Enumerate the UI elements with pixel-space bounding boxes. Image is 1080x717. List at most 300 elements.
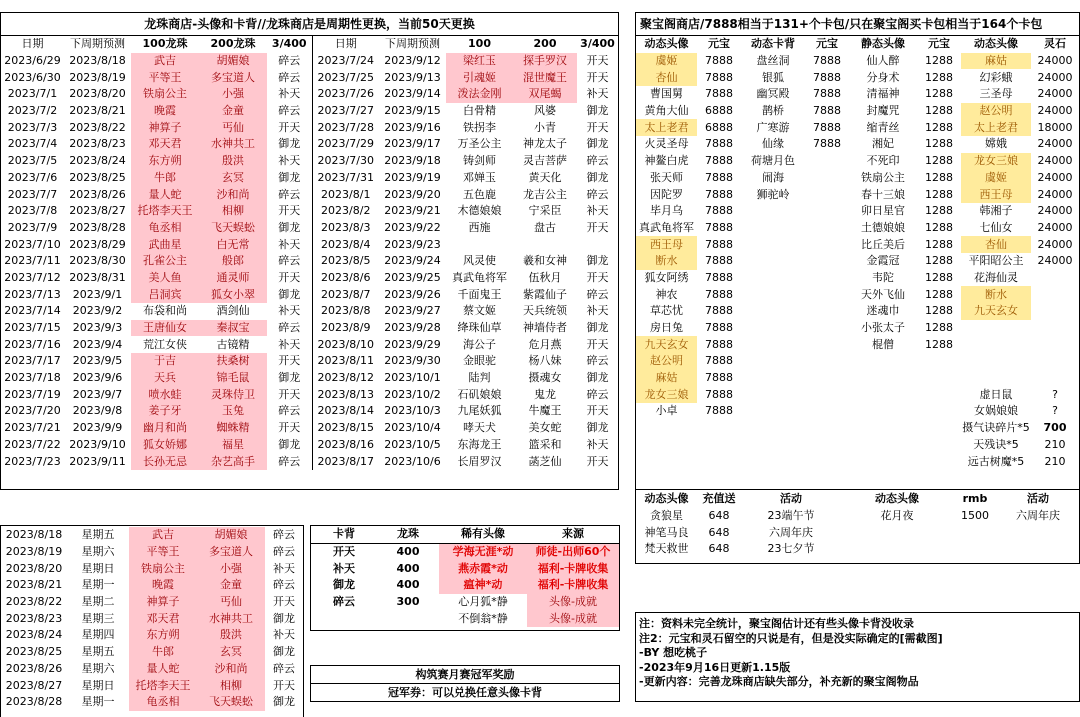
next-cell: 星期五 xyxy=(81,528,115,542)
lz-cell: 蜘蛛精 xyxy=(199,420,267,437)
cardback-cell xyxy=(377,610,439,627)
treasure-cell xyxy=(917,386,961,403)
treasure-cell: 1288 xyxy=(925,104,953,118)
treasure-cell: 7888 xyxy=(705,404,733,418)
treasure-cell: 1288 xyxy=(925,70,953,84)
treasure-cell: 韦陀 xyxy=(872,270,894,284)
lz-cell: 御龙 xyxy=(586,104,609,118)
cardback-row xyxy=(311,610,619,627)
lz-cell: 2023/8/11 xyxy=(312,353,379,370)
lz-cell: 神墙侍者 xyxy=(523,321,567,335)
treasure-cell xyxy=(697,453,741,470)
treasure-row xyxy=(636,370,1079,387)
cardback-cell: 头像-成就 xyxy=(527,610,619,627)
lz-cell: 2023/7/26 xyxy=(312,86,379,103)
treasure-cell xyxy=(741,253,805,270)
note-line: -2023年9月16日更新1.15版 xyxy=(639,660,791,674)
lz-cell: 2023/8/23 xyxy=(69,137,126,151)
recharge-row xyxy=(636,541,1079,558)
next-cell: 平等王 xyxy=(129,544,197,561)
lz-header: 100 xyxy=(468,37,491,51)
treasure-cell xyxy=(636,453,697,470)
lz-cell: 海公子 xyxy=(463,337,496,351)
next-cell: 御龙 xyxy=(273,645,295,659)
lz-cell: 扶桑树 xyxy=(199,353,267,370)
lz-cell: 玄冥 xyxy=(199,170,267,187)
treasure-cell: 花海仙灵 xyxy=(974,270,1018,284)
lz-cell: 2023/7/19 xyxy=(4,387,61,401)
lz-cell: 碎云 xyxy=(586,154,609,168)
treasure-cell: 龙女三娘 xyxy=(636,386,697,403)
treasure-cell: 7888 xyxy=(705,54,733,68)
treasure-header: 动态头像 xyxy=(644,37,689,51)
lz-cell: 胡媚娘 xyxy=(199,53,267,70)
lz-header: 下周期预测 xyxy=(385,37,440,51)
treasure-row xyxy=(636,203,1079,220)
award-title: 构筑赛月赛冠军奖励 xyxy=(311,666,619,684)
lz-cell: 灵珠侍卫 xyxy=(199,386,267,403)
treasure-cell: 因陀罗 xyxy=(650,187,683,201)
lz-cell: 天兵 xyxy=(131,370,199,387)
lz-cell: 御龙 xyxy=(586,137,609,151)
treasure-cell xyxy=(741,270,805,287)
lz-cell: 姜子牙 xyxy=(131,403,199,420)
recharge-panel xyxy=(635,490,1080,564)
treasure-cell xyxy=(805,203,849,220)
cardback-row xyxy=(311,577,619,594)
lz-header: 下周期预测 xyxy=(70,37,125,51)
lz-cell: 2023/8/6 xyxy=(312,270,379,287)
treasure-cell xyxy=(805,420,849,437)
lz-cell: 紫霞仙子 xyxy=(523,287,567,301)
treasure-header: 静态头像 xyxy=(861,37,905,51)
treasure-cell: 1288 xyxy=(925,337,953,351)
cardback-cell: 400 xyxy=(396,561,420,575)
treasure-cell: 西王母 xyxy=(961,186,1031,203)
treasure-cell: 小卓 xyxy=(655,404,678,418)
treasure-cell: 7888 xyxy=(705,204,733,218)
treasure-cell: 盘丝洞 xyxy=(756,54,790,68)
next-cell: 2023/8/22 xyxy=(5,595,63,609)
treasure-cell: 三圣母 xyxy=(979,87,1013,101)
treasure-cell xyxy=(961,336,1031,353)
note-line: -更新内容：完善龙珠商店缺失部分，补充新的聚宝阁物品 xyxy=(639,675,919,688)
recharge-cell xyxy=(953,524,997,541)
lz-cell: 宁采臣 xyxy=(528,204,562,218)
treasure-cell xyxy=(741,236,805,253)
lz-cell: 2023/7/12 xyxy=(4,270,61,284)
treasure-cell: 24000 xyxy=(1037,254,1073,268)
treasure-cell xyxy=(1031,286,1079,303)
treasure-cell xyxy=(849,403,917,420)
lz-cell: 碎云 xyxy=(278,70,301,84)
treasure-cell: 24000 xyxy=(1037,137,1073,151)
next-cell: 量人蛇 xyxy=(129,661,197,678)
treasure-cell: 平阳昭公主 xyxy=(968,254,1024,268)
lz-cell: 小强 xyxy=(199,86,267,103)
lz-cell: 碎云 xyxy=(278,454,301,468)
lz-cell: 开天 xyxy=(586,70,609,84)
lz-cell: 通灵师 xyxy=(199,270,267,287)
lz-cell: 2023/7/14 xyxy=(4,304,61,318)
lz-cell: 玉兔 xyxy=(199,403,267,420)
treasure-row xyxy=(636,119,1079,136)
lz-cell: 杂艺高手 xyxy=(199,453,267,470)
treasure-cell: 七仙女 xyxy=(979,220,1013,234)
lz-row xyxy=(1,253,618,270)
lz-row xyxy=(1,437,618,454)
note-line: 注：资料未完全统计，聚宝阁估计还有些头像卡背没收录 xyxy=(639,617,914,630)
lz-cell: 牛郎 xyxy=(131,170,199,187)
lz-cell: 金眼驼 xyxy=(463,354,496,368)
treasure-cell: ? xyxy=(1052,404,1058,418)
treasure-header: 元宝 xyxy=(708,37,730,51)
lz-cell: 补天 xyxy=(278,154,301,168)
cardback-cell: 心月狐*静 xyxy=(458,595,508,609)
treasure-row xyxy=(636,270,1079,287)
lz-cell: 2023/9/22 xyxy=(384,220,441,234)
treasure-cell: 1288 xyxy=(925,321,953,335)
recharge-cell: 648 xyxy=(708,525,730,539)
lz-cell: 碎云 xyxy=(278,104,301,118)
lz-cell: 补天 xyxy=(586,204,609,218)
lz-row xyxy=(1,236,618,253)
treasure-cell: 幽冥殿 xyxy=(756,87,790,101)
lz-cell: 2023/7/29 xyxy=(312,136,379,153)
treasure-cell xyxy=(805,186,849,203)
treasure-row xyxy=(636,336,1079,353)
lz-cell: 2023/8/20 xyxy=(69,87,126,101)
cardback-cell: 碎云 xyxy=(333,595,355,609)
lz-cell: 2023/9/11 xyxy=(69,454,126,468)
treasure-cell: 1288 xyxy=(925,204,953,218)
treasure-cell: 湘妃 xyxy=(872,137,894,151)
treasure-cell xyxy=(805,386,849,403)
lz-cell: 九尾妖狐 xyxy=(457,404,502,418)
next-cell: 相柳 xyxy=(197,677,265,694)
lz-cell: 菡芝仙 xyxy=(528,454,562,468)
next-cell: 星期五 xyxy=(81,645,115,659)
lz-cell: 2023/9/23 xyxy=(384,237,441,251)
lz-cell: 王唐仙女 xyxy=(131,320,199,337)
treasure-cell: 曹国舅 xyxy=(650,87,683,101)
lz-cell: 绛珠仙草 xyxy=(457,321,502,335)
treasure-cell xyxy=(917,420,961,437)
lz-cell: 2023/7/28 xyxy=(312,119,379,136)
lz-cell: 2023/9/3 xyxy=(72,321,123,335)
lz-cell: 2023/8/28 xyxy=(69,220,126,234)
treasure-row xyxy=(636,353,1079,370)
lz-cell: 武曲星 xyxy=(131,236,199,253)
lz-cell: 2023/7/30 xyxy=(312,153,379,170)
treasure-cell: 1288 xyxy=(925,287,953,301)
treasure-cell: 赵公明 xyxy=(961,103,1031,120)
treasure-cell: 迷魂巾 xyxy=(866,304,900,318)
treasure-cell: 清福神 xyxy=(866,87,900,101)
treasure-cell: 缩青丝 xyxy=(866,120,900,134)
treasure-cell xyxy=(741,203,805,220)
next-cell: 2023/8/25 xyxy=(5,645,63,659)
treasure-cell: 九天玄女 xyxy=(961,303,1031,320)
treasure-cell xyxy=(697,437,741,454)
treasure-cell: 幻彩蛾 xyxy=(979,70,1013,84)
cardback-header: 卡背 xyxy=(333,527,355,541)
lz-cell: 黄天化 xyxy=(528,170,562,184)
treasure-cell: 24000 xyxy=(1037,220,1073,234)
treasure-cell: 7888 xyxy=(705,371,733,385)
lz-cell: 2023/7/11 xyxy=(4,254,61,268)
treasure-cell xyxy=(917,453,961,470)
lz-cell: 御龙 xyxy=(586,421,609,435)
treasure-cell: 断水 xyxy=(961,286,1031,303)
lz-cell: 2023/9/8 xyxy=(72,404,123,418)
lz-cell: 开天 xyxy=(278,270,301,284)
lz-cell: 补天 xyxy=(278,87,301,101)
treasure-header: 元宝 xyxy=(928,37,950,51)
lz-header: 100龙珠 xyxy=(142,37,188,51)
lz-cell: 梁红玉 xyxy=(446,53,513,70)
note-line: -BY 想吃桃子 xyxy=(639,646,708,659)
lz-row xyxy=(1,86,618,103)
treasure-cell xyxy=(805,170,849,187)
lz-cell xyxy=(446,236,513,253)
treasure-cell xyxy=(741,437,805,454)
lz-cell: 荒江女侠 xyxy=(143,337,187,351)
lz-cell: 2023/8/25 xyxy=(69,170,126,184)
lz-cell: 开天 xyxy=(278,387,301,401)
lz-header: 日期 xyxy=(312,36,379,53)
treasure-cell: 毕月乌 xyxy=(650,204,683,218)
cardback-cell xyxy=(311,610,377,627)
recharge-cell: 648 xyxy=(708,542,730,556)
treasure-cell: 麻姑 xyxy=(636,370,697,387)
next-row xyxy=(1,644,303,661)
treasure-cell: 1288 xyxy=(925,304,953,318)
cardback-cell: 不倒翁*静 xyxy=(458,611,508,625)
lz-cell: 2023/7/17 xyxy=(4,354,61,368)
treasure-cell: 鹊桥 xyxy=(762,104,784,118)
recharge-table xyxy=(636,491,1079,558)
lz-cell: 御龙 xyxy=(278,287,301,301)
recharge-cell: 23端午节 xyxy=(767,509,815,523)
dragon-pearl-table xyxy=(1,36,618,470)
treasure-cell: 小张太子 xyxy=(861,321,905,335)
cardback-table xyxy=(311,526,619,627)
treasure-cell xyxy=(805,353,849,370)
cardback-header: 龙珠 xyxy=(397,527,419,541)
next-cycle-list xyxy=(0,525,304,717)
lz-cell: 西施 xyxy=(468,220,491,234)
lz-cell: 美女蛇 xyxy=(528,421,562,435)
treasure-cell: 7888 xyxy=(705,237,733,251)
next-cell: 星期日 xyxy=(81,561,115,575)
lz-row xyxy=(1,69,618,86)
treasure-cell: 18000 xyxy=(1037,120,1073,134)
treasure-cell: 1288 xyxy=(925,187,953,201)
lz-cell: 2023/9/7 xyxy=(72,387,123,401)
treasure-cell: 24000 xyxy=(1037,54,1073,68)
treasure-shop xyxy=(635,12,1080,490)
next-cell: 武吉 xyxy=(129,527,197,544)
treasure-cell xyxy=(805,286,849,303)
treasure-cell xyxy=(741,403,805,420)
lz-cell: 御龙 xyxy=(278,371,301,385)
next-cell: 东方朔 xyxy=(129,627,197,644)
lz-cell: 补天 xyxy=(278,304,301,318)
treasure-cell: 韩湘子 xyxy=(979,204,1013,218)
next-cell: 星期日 xyxy=(81,678,115,692)
lz-cell: 碎云 xyxy=(278,54,301,68)
treasure-cell xyxy=(849,353,917,370)
lz-cell: 吕洞宾 xyxy=(131,286,199,303)
lz-cell: 2023/9/13 xyxy=(384,70,441,84)
cardback-cell: 300 xyxy=(396,595,420,609)
next-cell: 神算子 xyxy=(129,594,197,611)
lz-cell: 白无常 xyxy=(199,236,267,253)
cardback-panel xyxy=(310,525,620,631)
treasure-cell xyxy=(849,420,917,437)
notes-panel xyxy=(635,612,1080,702)
treasure-cell: 比丘美后 xyxy=(861,237,905,251)
recharge-cell: 六周年庆 xyxy=(769,525,813,539)
treasure-row xyxy=(636,153,1079,170)
lz-row xyxy=(1,386,618,403)
treasure-row xyxy=(636,220,1079,237)
lz-cell: 2023/9/18 xyxy=(384,154,441,168)
cardback-cell: 补天 xyxy=(333,561,355,575)
next-cell: 金童 xyxy=(197,577,265,594)
treasure-row xyxy=(636,86,1079,103)
lz-row xyxy=(1,286,618,303)
lz-cell: 2023/9/26 xyxy=(384,287,441,301)
treasure-cell: 1288 xyxy=(925,120,953,134)
treasure-row xyxy=(636,437,1079,454)
lz-cell: 狐女娇娜 xyxy=(131,437,199,454)
next-cell: 开天 xyxy=(273,595,295,609)
lz-cell: 晚霞 xyxy=(131,103,199,120)
treasure-cell: 西王母 xyxy=(636,236,697,253)
lz-cell: 般郎 xyxy=(199,253,267,270)
treasure-cell: 麻姑 xyxy=(961,53,1031,70)
lz-cell: 2023/8/3 xyxy=(312,220,379,237)
lz-cell: 2023/8/22 xyxy=(69,120,126,134)
recharge-header: 动态头像 xyxy=(875,492,919,506)
lz-cell: 龙吉公主 xyxy=(523,187,567,201)
treasure-cell: 24000 xyxy=(1037,237,1073,251)
cardback-cell: 开天 xyxy=(333,545,355,559)
treasure-cell: 1288 xyxy=(925,170,953,184)
cardback-row xyxy=(311,594,619,611)
lz-cell: 古镜精 xyxy=(216,337,250,351)
cardback-header: 稀有头像 xyxy=(461,527,505,541)
treasure-cell: 龙女三娘 xyxy=(961,153,1031,170)
treasure-cell: 狐女阿绣 xyxy=(644,270,689,284)
lz-cell: 2023/7/5 xyxy=(7,154,58,168)
lz-cell: 铸剑师 xyxy=(463,154,496,168)
lz-cell: 开天 xyxy=(278,120,301,134)
lz-cell: 2023/7/7 xyxy=(7,187,58,201)
treasure-cell xyxy=(741,353,805,370)
lz-cell: 2023/8/24 xyxy=(69,154,126,168)
lz-cell: 补天 xyxy=(586,437,609,451)
next-cell: 2023/8/20 xyxy=(5,561,63,575)
treasure-row xyxy=(636,420,1079,437)
lz-cell: 2023/7/23 xyxy=(4,454,61,468)
treasure-cell: 张天师 xyxy=(650,170,683,184)
treasure-cell xyxy=(961,370,1031,387)
lz-cell: 杨八妹 xyxy=(528,354,562,368)
lz-row xyxy=(1,453,618,470)
lz-cell: 幽月和尚 xyxy=(131,420,199,437)
next-cell: 水神共工 xyxy=(197,610,265,627)
lz-row xyxy=(1,53,618,70)
treasure-cell: 太上老君 xyxy=(961,119,1031,136)
lz-cell: 2023/10/5 xyxy=(384,437,441,451)
treasure-cell: 虚日鼠 xyxy=(979,387,1013,401)
treasure-header: 动态卡背 xyxy=(751,37,795,51)
recharge-cell: 神笔马良 xyxy=(644,525,689,539)
treasure-cell: 铁扇公主 xyxy=(861,170,905,184)
lz-cell: 秦叔宝 xyxy=(199,320,267,337)
lz-cell: 2023/9/1 xyxy=(72,287,123,301)
next-row xyxy=(1,527,303,544)
recharge-cell xyxy=(953,541,997,558)
next-cell: 小强 xyxy=(197,560,265,577)
next-row xyxy=(1,544,303,561)
cardback-cell: 学海无涯*动 xyxy=(439,543,527,560)
lz-cell: 神龙太子 xyxy=(523,137,567,151)
lz-cell xyxy=(577,236,618,253)
lz-cell: 2023/9/4 xyxy=(72,337,123,351)
treasure-cell: 24000 xyxy=(1037,70,1073,84)
treasure-cell: 房日兔 xyxy=(650,321,683,335)
treasure-cell: 7888 xyxy=(705,220,733,234)
lz-cell: 开天 xyxy=(278,354,301,368)
lz-cell: 双尾蝎 xyxy=(513,86,577,103)
treasure-cell: 7888 xyxy=(705,187,733,201)
lz-cell: 2023/7/2 xyxy=(7,104,58,118)
next-row xyxy=(1,610,303,627)
lz-cell: 灵吉菩萨 xyxy=(523,154,567,168)
lz-cell: 篮采和 xyxy=(528,437,562,451)
cardback-cell: 头像-成就 xyxy=(527,594,619,611)
next-cell: 星期六 xyxy=(81,661,115,675)
next-cell: 丐仙 xyxy=(197,594,265,611)
lz-cell: 补天 xyxy=(278,337,301,351)
lz-cell: 盘古 xyxy=(534,220,556,234)
next-cell: 龟丞相 xyxy=(129,694,197,711)
treasure-cell: 1288 xyxy=(925,154,953,168)
treasure-cell: 分身术 xyxy=(866,70,900,84)
treasure-cell xyxy=(1031,303,1079,320)
lz-row xyxy=(1,370,618,387)
treasure-cell: 7888 xyxy=(705,354,733,368)
treasure-cell xyxy=(961,353,1031,370)
lz-cell: 御龙 xyxy=(278,437,301,451)
treasure-cell xyxy=(805,220,849,237)
dragon-pearl-shop xyxy=(0,12,619,490)
lz-row xyxy=(1,220,618,237)
lz-cell: 2023/8/15 xyxy=(312,420,379,437)
treasure-cell xyxy=(741,370,805,387)
treasure-cell xyxy=(741,286,805,303)
lz-cell: 2023/8/2 xyxy=(312,203,379,220)
lz-cell: 2023/8/26 xyxy=(69,187,126,201)
treasure-cell: 荷塘月色 xyxy=(751,154,795,168)
treasure-row xyxy=(636,253,1079,270)
lz-cell: 2023/7/24 xyxy=(312,53,379,70)
treasure-cell xyxy=(917,403,961,420)
